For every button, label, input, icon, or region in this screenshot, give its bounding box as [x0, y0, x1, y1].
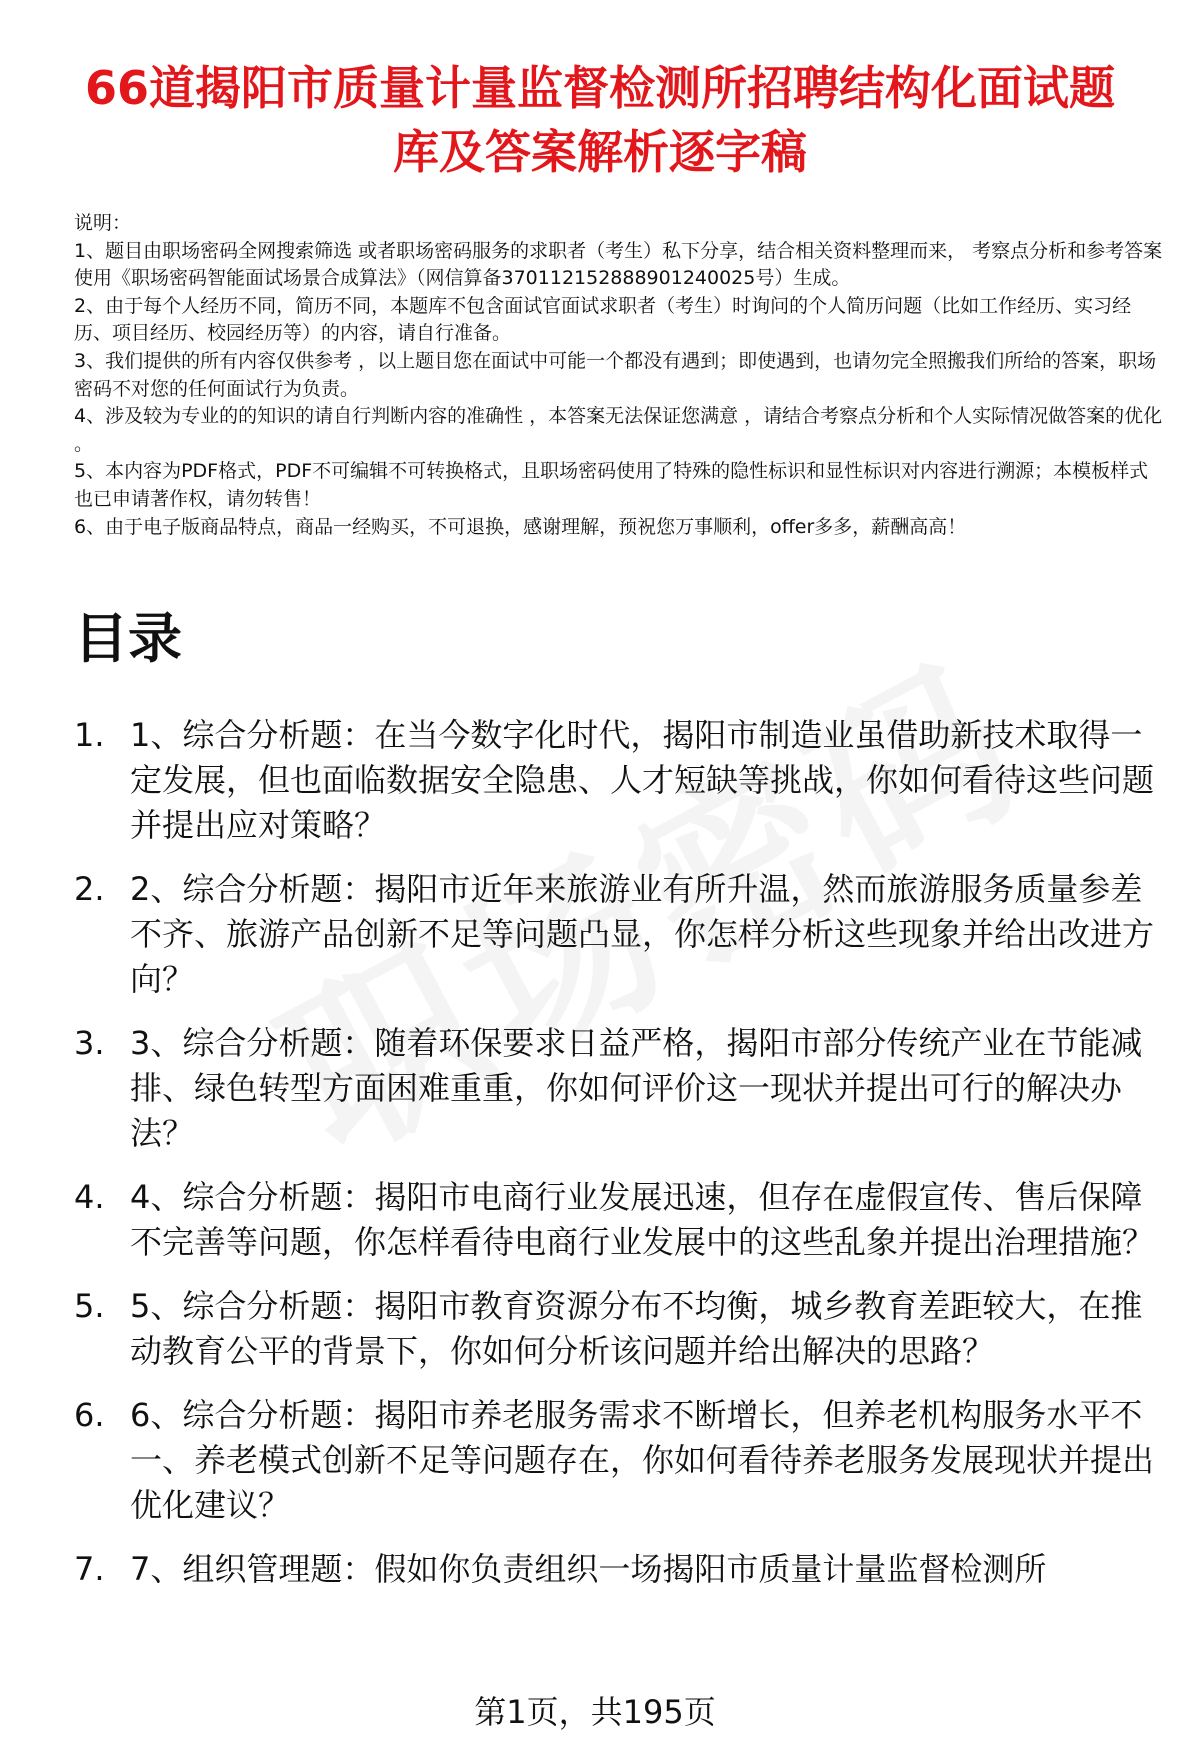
instructions-heading: 说明： [74, 212, 132, 234]
toc-item-text[interactable]: 5、综合分析题：揭阳市教育资源分布不均衡，城乡教育差距较大，在推动教育公平的背景下，你如何分析该问题并给出解决的思路？ [130, 1287, 1143, 1370]
toc-item[interactable] [74, 1284, 1174, 1374]
toc-item-number: 2. [74, 870, 105, 908]
instruction-item: 5、本内容为PDF格式，PDF不可编辑不可转换格式，且职场密码使用了特殊的隐性标识和显性标识对内容进行溯源；本模板样式也已申请著作权，请勿转售！ [74, 460, 1149, 510]
toc-item-text[interactable]: 2、综合分析题：揭阳市近年来旅游业有所升温，然而旅游服务质量参差不齐、旅游产品创新不足等问题凸显，你怎样分析这些现象并给出改进方向？ [130, 870, 1155, 998]
instruction-item: 4、涉及较为专业的的知识的请自行判断内容的准确性 ，本答案无法保证您满意 ，请结合考察点分析和个人实际情况做答案的优化 。 [74, 405, 1163, 455]
toc-item[interactable] [74, 1547, 1174, 1592]
toc-item-text[interactable]: 1、综合分析题：在当今数字化时代，揭阳市制造业虽借助新技术取得一定发展，但也面临数据安全隐患、人才短缺等挑战，你如何看待这些问题并提出应对策略？ [130, 716, 1155, 844]
toc-item-text[interactable]: 4、综合分析题：揭阳市电商行业发展迅速，但存在虚假宣传、售后保障不完善等问题，你怎样看待电商行业发展中的这些乱象并提出治理措施？ [130, 1178, 1155, 1261]
toc-item-number: 5. [74, 1287, 105, 1325]
instruction-item: 6、由于电子版商品特点，商品一经购买，不可退换，感谢理解，预祝您万事顺利，offer多多，薪酬高高！ [74, 515, 967, 538]
instruction-item: 1、题目由职场密码全网搜索筛选 或者职场密码服务的求职者（考生）私下分享，结合相关资料整理而来， 考察点分析和参考答案使用《职场密码智能面试场景合成算法》（网信算备370112152888901240025号）生成。 [74, 239, 1163, 290]
toc-list [74, 713, 1174, 1611]
instruction-item: 2、由于每个人经历不同，简历不同，本题库不包含面试官面试求职者（考生）时询问的个人简历问题（比如工作经历、实习经历、项目经历、校园经历等）的内容，请自行准备。 [74, 294, 1132, 345]
instruction-item: 3、我们提供的所有内容仅供参考 ，以上题目您在面试中可能一个都没有遇到；即使遇到，也请勿完全照搬我们所给的答案，职场密码不对您的任何面试行为负责。 [74, 349, 1157, 400]
toc-item-number: 7. [74, 1550, 105, 1588]
toc-item[interactable] [74, 867, 1174, 1002]
toc-heading: 目录 [74, 607, 182, 670]
toc-item-text[interactable]: 7、组织管理题：假如你负责组织一场揭阳市质量计量监督检测所 [130, 1550, 1047, 1588]
toc-item-number: 1. [74, 716, 105, 754]
page-footer: 第1页，共195页 [474, 1693, 716, 1731]
toc-item-text[interactable]: 3、综合分析题：随着环保要求日益严格，揭阳市部分传统产业在节能减排、绿色转型方面困难重重，你如何评价这一现状并提出可行的解决办法？ [130, 1024, 1143, 1152]
document-title: 66道揭阳市质量计量监督检测所招聘结构化面试题库及答案解析逐字稿 [84, 61, 1115, 179]
toc-item[interactable] [74, 1021, 1174, 1156]
toc-item[interactable] [74, 713, 1174, 848]
toc-item-number: 4. [74, 1178, 105, 1216]
toc-item-number: 6. [74, 1396, 105, 1434]
toc-item[interactable] [74, 1175, 1174, 1265]
toc-item[interactable] [74, 1393, 1174, 1528]
toc-item-text[interactable]: 6、综合分析题：揭阳市养老服务需求不断增长，但养老机构服务水平不一、养老模式创新不足等问题存在，你如何看待养老服务发展现状并提出优化建议？ [130, 1396, 1155, 1524]
instructions-block [74, 210, 1164, 541]
toc-item-number: 3. [74, 1024, 105, 1062]
